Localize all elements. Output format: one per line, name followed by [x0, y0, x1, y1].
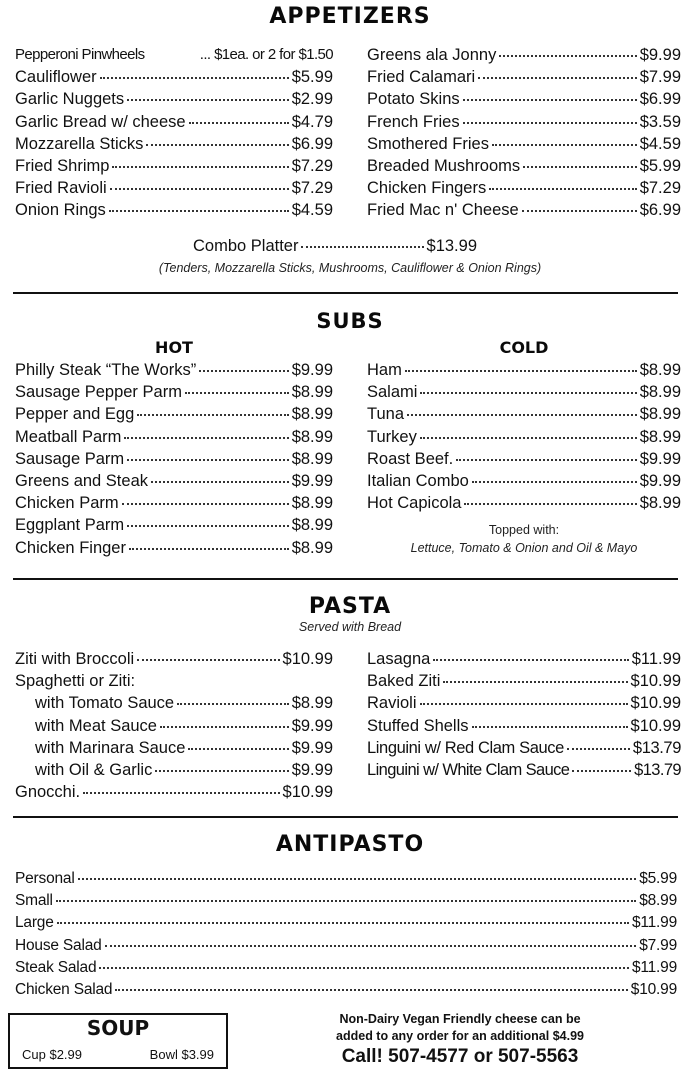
item-name: Chicken Salad [15, 980, 113, 998]
menu-item [367, 426, 681, 448]
item-name: Greens ala Jonny [367, 46, 497, 64]
menu-item [15, 692, 333, 714]
dot-leader [115, 989, 627, 991]
item-price: $5.99 [639, 156, 681, 175]
dot-leader [122, 503, 289, 505]
dot-leader [127, 459, 289, 461]
dot-leader [100, 77, 289, 79]
dot-leader [464, 503, 636, 505]
cold-subs-column [367, 359, 681, 514]
menu-item [15, 912, 677, 934]
item-name: Salami [367, 383, 418, 402]
cold-subs-title: COLD [499, 338, 549, 357]
item-price: $10.99 [630, 694, 681, 713]
menu-item [367, 88, 681, 110]
menu-item [367, 759, 681, 781]
menu-item [367, 133, 681, 155]
dot-leader [420, 703, 628, 705]
pasta-title: PASTA [308, 594, 392, 619]
menu-item [15, 759, 333, 781]
item-price: $8.99 [639, 383, 681, 402]
item-name: Ham [367, 361, 402, 379]
hot-subs-title: HOT [155, 338, 193, 357]
combo-note: (Tenders, Mozzarella Sticks, Mushrooms, Cauliflower & Onion Rings) [158, 261, 542, 275]
menu-item [367, 359, 681, 381]
combo-platter [193, 235, 477, 257]
pasta-left-column [15, 648, 333, 803]
menu-item [15, 492, 333, 514]
menu-item [15, 44, 333, 66]
menu-item [367, 177, 681, 199]
item-price: $9.99 [291, 361, 333, 379]
item-name: Personal [15, 870, 75, 887]
subs-title: SUBS [316, 309, 384, 333]
dot-leader [522, 210, 637, 212]
item-name: Ravioli [367, 694, 417, 713]
item-name: House Salad [15, 936, 102, 954]
dot-leader [478, 77, 637, 79]
soup-box [8, 1013, 228, 1069]
item-price: $8.99 [639, 494, 681, 513]
antipasto-list [15, 868, 677, 1001]
menu-item [15, 177, 333, 199]
item-name: Mozzarella Sticks [15, 134, 144, 153]
item-name: Chicken Parm [15, 494, 119, 513]
menu-item [15, 957, 677, 979]
dot-leader [127, 525, 289, 527]
item-name: Gnocchi. [15, 783, 81, 802]
dot-leader [433, 659, 628, 661]
item-name: Fried Calamari [367, 68, 476, 87]
menu-item [15, 470, 333, 492]
dot-leader [188, 748, 288, 750]
dot-leader [155, 770, 288, 772]
item-name: Pepperoni Pinwheels [15, 46, 145, 63]
item-price: $7.29 [639, 179, 681, 198]
item-name: Roast Beef. [367, 449, 454, 468]
dot-leader [407, 414, 637, 416]
item-price: $8.99 [291, 405, 333, 424]
item-price: $9.99 [291, 738, 333, 757]
menu-item [15, 935, 677, 957]
item-price: $10.99 [630, 980, 677, 998]
item-price: $10.99 [282, 783, 333, 802]
menu-item [367, 403, 681, 425]
item-price: $9.99 [291, 760, 333, 779]
menu-item [367, 648, 681, 670]
dot-leader [129, 548, 289, 550]
item-name: Breaded Mushrooms [367, 156, 521, 175]
item-name: Cauliflower [15, 68, 97, 87]
item-price: $6.99 [639, 90, 681, 109]
appetizers-right-column [367, 44, 681, 222]
item-price: $11.99 [631, 650, 681, 668]
menu-item [367, 155, 681, 177]
appetizers-left-column [15, 44, 333, 222]
item-price: $9.99 [291, 471, 333, 490]
item-price: ... $1ea. or 2 for $1.50 [199, 46, 333, 63]
appetizers-title: APPETIZERS [269, 4, 431, 29]
menu-item [367, 692, 681, 714]
item-price: $9.99 [639, 46, 681, 64]
vegan-note-line-2: added to any order for an additional $4.99 [336, 1029, 584, 1043]
item-name: Chicken Fingers [367, 179, 487, 198]
soup-title: SOUP [86, 1016, 150, 1040]
vegan-note-line-1: Non-Dairy Vegan Friendly cheese can be [339, 1012, 581, 1026]
item-name: Garlic Nuggets [15, 90, 125, 109]
dot-leader [199, 370, 288, 372]
item-name: Linguini w/ White Clam Sauce [367, 760, 570, 779]
item-name: Baked Ziti [367, 672, 441, 691]
dot-leader [99, 967, 629, 969]
item-price: $8.99 [639, 892, 677, 910]
item-name: Ziti with Broccoli [15, 650, 135, 668]
item-name: Small [15, 892, 53, 910]
item-price: $8.99 [291, 449, 333, 468]
menu-item [15, 381, 333, 403]
item-name: Hot Capicola [367, 494, 462, 513]
item-name: Large [15, 914, 54, 932]
item-price: $11.99 [631, 958, 677, 976]
pasta-right-column [367, 648, 681, 781]
item-price: $5.99 [639, 870, 677, 887]
menu-item [15, 670, 333, 692]
item-price: $6.99 [639, 201, 681, 220]
item-price: $7.29 [291, 179, 333, 198]
item-name: Chicken Finger [15, 538, 126, 557]
dot-leader [420, 392, 636, 394]
antipasto-title: ANTIPASTO [275, 832, 425, 857]
menu-item [15, 448, 333, 470]
item-price: $3.59 [639, 112, 681, 131]
item-price: $4.59 [639, 134, 681, 153]
item-price: $6.99 [291, 134, 333, 153]
item-price: $9.99 [291, 716, 333, 735]
dot-leader [151, 481, 289, 483]
item-price: $7.99 [639, 936, 677, 954]
dot-leader [492, 144, 637, 146]
menu-item [15, 199, 333, 221]
dot-leader [456, 459, 636, 461]
item-price: $8.99 [291, 383, 333, 402]
menu-item [367, 381, 681, 403]
item-price: $11.99 [631, 914, 677, 932]
item-name: Stuffed Shells [367, 716, 469, 735]
vegan-cheese-note [290, 1011, 630, 1045]
item-price: $4.79 [291, 112, 333, 131]
menu-item [15, 715, 333, 737]
dot-leader [110, 188, 289, 190]
item-name: Tuna [367, 405, 404, 424]
menu-item [15, 737, 333, 759]
dot-leader [137, 414, 288, 416]
menu-item [15, 155, 333, 177]
item-name: Linguini w/ Red Clam Sauce [367, 738, 564, 757]
dot-leader [83, 792, 279, 794]
dot-leader [177, 703, 289, 705]
dot-leader [57, 922, 629, 924]
menu-item [367, 44, 681, 66]
item-name: Italian Combo [367, 471, 469, 490]
menu-item [367, 670, 681, 692]
dot-leader [137, 659, 279, 661]
menu-item [15, 359, 333, 381]
menu-item [367, 66, 681, 88]
call-phone-numbers: Call! 507-4577 or 507-5563 [341, 1046, 579, 1067]
dot-leader [78, 878, 637, 880]
item-name: Pepper and Egg [15, 405, 135, 424]
item-name: with Marinara Sauce [35, 738, 186, 757]
item-price: $8.99 [291, 538, 333, 557]
section-divider [13, 816, 678, 818]
item-price: $13.79 [634, 760, 681, 779]
item-name: Greens and Steak [15, 471, 148, 490]
item-price: $7.99 [639, 68, 681, 87]
dot-leader [189, 122, 289, 124]
menu-item [15, 781, 333, 803]
item-name: Fried Mac n' Cheese [367, 201, 519, 220]
item-price: $9.99 [639, 449, 681, 468]
item-price: $13.79 [632, 738, 681, 757]
dot-leader [105, 945, 637, 947]
dot-leader [127, 99, 289, 101]
menu-item [367, 448, 681, 470]
item-name: Potato Skins [367, 90, 460, 109]
menu-item [15, 868, 677, 890]
item-name: Garlic Bread w/ cheese [15, 112, 186, 131]
dot-leader [523, 166, 637, 168]
dot-leader [499, 55, 636, 57]
item-price: $10.99 [282, 650, 333, 668]
menu-item [367, 470, 681, 492]
item-name: Smothered Fries [367, 134, 489, 153]
section-divider [13, 292, 678, 294]
menu-item [15, 133, 333, 155]
item-name: Onion Rings [15, 201, 106, 220]
dot-leader [185, 392, 289, 394]
dot-leader [489, 188, 636, 190]
item-price: $8.99 [291, 427, 333, 446]
menu-item [15, 426, 333, 448]
item-price: $8.99 [291, 494, 333, 513]
dot-leader [472, 481, 637, 483]
dot-leader [472, 726, 628, 728]
item-price: $4.59 [291, 201, 333, 220]
dot-leader [405, 370, 637, 372]
dot-leader [420, 437, 637, 439]
section-divider [13, 578, 678, 580]
item-price: $10.99 [630, 716, 681, 735]
item-price: $8.99 [291, 516, 333, 535]
menu-item [15, 403, 333, 425]
item-price: $8.99 [639, 405, 681, 424]
dot-leader [146, 144, 288, 146]
soup-bowl-price: Bowl $3.99 [149, 1047, 214, 1062]
dot-leader [567, 748, 630, 750]
item-name: French Fries [367, 112, 460, 131]
topped-with-items: Lettuce, Tomato & Onion and Oil & Mayo [410, 541, 638, 555]
soup-cup-price: Cup $2.99 [22, 1047, 82, 1062]
item-price: $13.99 [426, 237, 477, 255]
menu-item [193, 235, 477, 257]
menu-item [367, 737, 681, 759]
item-price: $5.99 [291, 68, 333, 87]
topped-with-label: Topped with: [488, 523, 560, 537]
dot-leader [124, 437, 288, 439]
item-name: with Oil & Garlic [35, 760, 153, 779]
menu-item [367, 199, 681, 221]
dot-leader [463, 99, 637, 101]
menu-item [15, 890, 677, 912]
dot-leader [56, 900, 636, 902]
item-name: Turkey [367, 427, 417, 446]
dot-leader [109, 210, 289, 212]
item-price: $10.99 [630, 672, 681, 691]
item-name: Meatball Parm [15, 427, 122, 446]
item-price: $8.99 [639, 427, 681, 446]
item-name: Lasagna [367, 650, 431, 668]
menu-item [15, 648, 333, 670]
menu-item [15, 514, 333, 536]
item-price: $8.99 [291, 694, 333, 713]
item-price: $9.99 [639, 471, 681, 490]
dot-leader [572, 770, 631, 772]
menu-item [15, 537, 333, 559]
item-name: with Meat Sauce [35, 716, 157, 735]
item-name: Steak Salad [15, 958, 97, 976]
item-price: $7.29 [291, 156, 333, 175]
item-name: with Tomato Sauce [35, 694, 175, 713]
item-name: Spaghetti or Ziti: [15, 672, 136, 691]
item-name: Fried Ravioli [15, 179, 107, 198]
dot-leader [112, 166, 288, 168]
dot-leader [443, 681, 627, 683]
menu-item [15, 88, 333, 110]
hot-subs-column [15, 359, 333, 559]
item-price: $2.99 [291, 90, 333, 109]
menu-item [367, 715, 681, 737]
item-name: Eggplant Parm [15, 516, 125, 535]
item-name: Sausage Pepper Parm [15, 383, 182, 402]
item-name: Sausage Parm [15, 449, 125, 468]
dot-leader [160, 726, 289, 728]
menu-item [367, 111, 681, 133]
pasta-subtitle: Served with Bread [298, 620, 402, 634]
menu-item [15, 979, 677, 1001]
dot-leader [463, 122, 637, 124]
item-name: Philly Steak “The Works” [15, 361, 197, 379]
menu-item [15, 111, 333, 133]
item-name: Combo Platter [193, 237, 299, 255]
menu-item [15, 66, 333, 88]
menu-item [367, 492, 681, 514]
item-price: $8.99 [639, 361, 681, 379]
item-name: Fried Shrimp [15, 156, 110, 175]
dot-leader [301, 246, 423, 248]
